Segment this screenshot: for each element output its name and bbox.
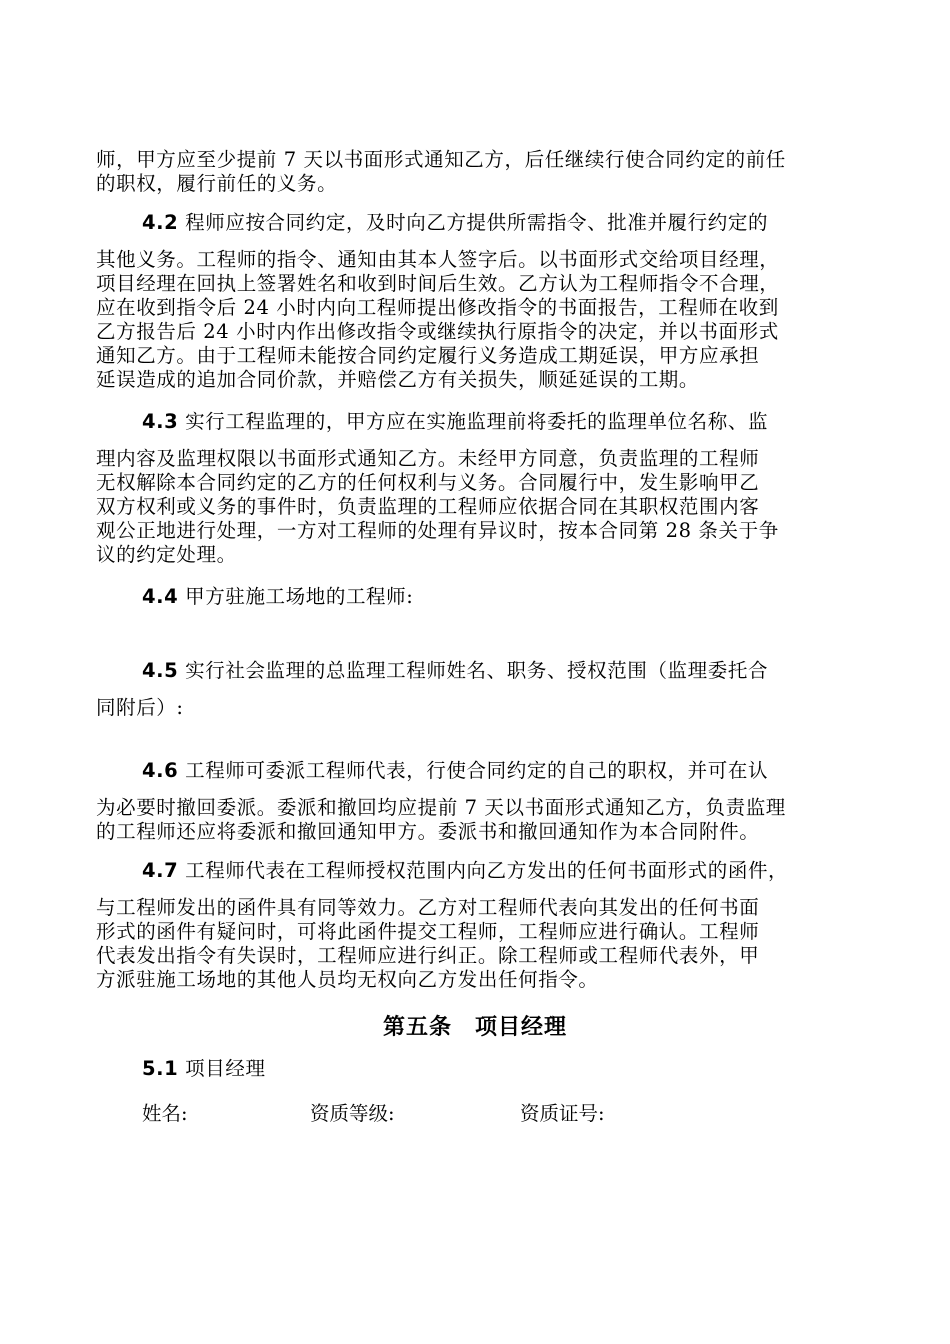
clause-4-2: [96, 211, 856, 392]
text-line: 双方权利或义务的事件时，负责监理的工程师应依据合同在其职权范围内客: [96, 495, 760, 518]
clause-text: 工程师可委派工程师代表，行使合同约定的自己的职权，并可在认: [178, 759, 769, 782]
qualification-level-field-label: 资质等级:: [310, 1102, 395, 1125]
text-line: 项目经理在回执上签署姓名和收到时间后生效。乙方认为工程师指令不合理，: [96, 272, 780, 295]
text-line: 延误造成的追加合同价款，并赔偿乙方有关损失，顺延延误的工期。: [96, 368, 700, 391]
text-line: 无权解除本合同约定的乙方的任何权利与义务。合同履行中，发生影响甲乙: [96, 471, 760, 494]
text-line: 与工程师发出的函件具有同等效力。乙方对工程师代表向其发出的任何书面: [96, 896, 760, 919]
clause-4-7: [96, 859, 856, 992]
text-line: 应在收到指令后 24 小时内向工程师提出修改指令的书面报告，工程师在收到: [96, 296, 779, 319]
text-line: 理内容及监理权限以书面形式通知乙方。未经甲方同意，负责监理的工程师: [96, 447, 760, 470]
clause-4-3: [96, 410, 856, 567]
text-line: 观公正地进行处理，一方对工程师的处理有异议时，按本合同第 28 条关于争: [96, 519, 779, 542]
clause-text: 程师应按合同约定，及时向乙方提供所需指令、批准并履行约定的: [178, 211, 769, 234]
clause-4-4: [96, 585, 856, 609]
clause-number: 4.3: [142, 410, 179, 433]
text-line: 的工程师还应将委派和撤回通知甲方。委派书和撤回通知作为本合同附件。: [96, 820, 760, 843]
text-line: [96, 659, 856, 683]
certificate-number-field-label: 资质证号:: [520, 1102, 605, 1125]
text-line: 同附后）:: [96, 696, 184, 719]
text-line: [96, 1057, 856, 1081]
text-line: [96, 410, 856, 434]
article-heading: [0, 1010, 950, 1041]
clause-text: 甲方驻施工场地的工程师:: [178, 585, 414, 608]
clause-number: 4.4: [142, 585, 179, 608]
clause-5-1: [96, 1057, 856, 1081]
clause-text: 工程师代表在工程师授权范围内向乙方发出的任何书面形式的函件，: [178, 859, 789, 882]
text-line: 为必要时撤回委派。委派和撤回均应提前 7 天以书面形式通知乙方，负责监理: [96, 796, 786, 819]
text-line: [96, 211, 856, 235]
clause-4-6: [96, 759, 856, 844]
text-line: 其他义务。工程师的指令、通知由其本人签字后。以书面形式交给项目经理，: [96, 248, 780, 271]
clause-number: 4.7: [142, 859, 179, 882]
clause-number: 4.5: [142, 659, 179, 682]
text-line: 方派驻施工场地的其他人员均无权向乙方发出任何指令。: [96, 968, 599, 991]
clause-text: 项目经理: [178, 1057, 266, 1080]
clause-4-5: [96, 659, 856, 720]
clause-number: 5.1: [142, 1057, 179, 1080]
text-line: [96, 759, 856, 783]
text-line: 通知乙方。由于工程师未能按合同约定履行义务造成工期延误，甲方应承担: [96, 344, 760, 367]
paragraph-continuation: [96, 148, 856, 196]
text-line: 议的约定处理。: [96, 543, 237, 566]
text-line: 形式的函件有疑问时，可将此函件提交工程师，工程师应进行确认。工程师: [96, 920, 760, 943]
text-line: [96, 585, 856, 609]
name-field-label: 姓名:: [142, 1102, 188, 1125]
clause-number: 4.6: [142, 759, 179, 782]
text-line: 代表发出指令有失误时，工程师应进行纠正。除工程师或工程师代表外，甲: [96, 944, 760, 967]
text-line: 的职权，履行前任的义务。: [96, 172, 338, 195]
article-heading-text: 第五条 项目经理: [382, 1015, 567, 1040]
clause-text: 实行社会监理的总监理工程师姓名、职务、授权范围（监理委托合: [178, 659, 769, 682]
text-line: [96, 859, 856, 883]
clause-number: 4.2: [142, 211, 179, 234]
clause-text: 实行工程监理的，甲方应在实施监理前将委托的监理单位名称、监: [178, 410, 769, 433]
text-line: 师，甲方应至少提前 7 天以书面形式通知乙方，后任继续行使合同约定的前任: [96, 148, 786, 171]
text-line: 乙方报告后 24 小时内作出修改指令或继续执行原指令的决定，并以书面形式: [96, 320, 779, 343]
